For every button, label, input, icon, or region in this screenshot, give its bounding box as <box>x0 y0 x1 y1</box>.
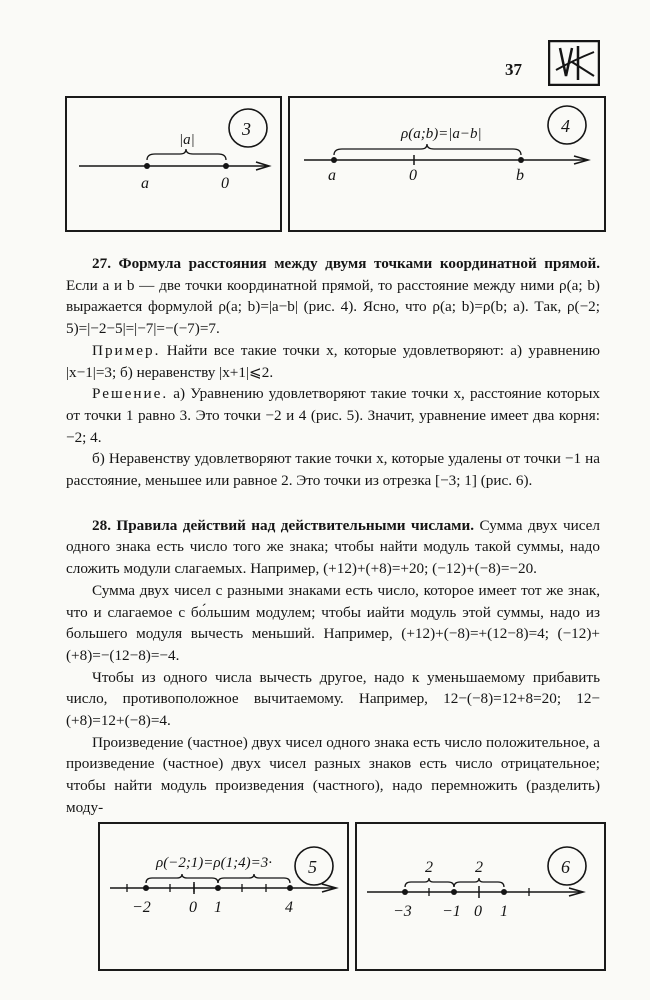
brace-label: ρ(a;b)=|a−b| <box>401 126 482 142</box>
text-body <box>66 253 600 819</box>
point-label-zero: 0 <box>221 175 229 192</box>
point-a <box>144 163 150 169</box>
point-label-four: 4 <box>285 899 293 916</box>
point-label-one: 1 <box>500 903 508 920</box>
section-28-paragraph <box>66 515 600 580</box>
part-b-paragraph: б) Неравенству удовлетворяют такие точки x, которые удалены от точки −1 на расстояние, меньшее или равное 2. Это точки из отрезка [−3; 1] (рис. 6). <box>66 450 600 490</box>
point-label-zero: 0 <box>409 167 417 184</box>
figure-number: 3 <box>242 119 251 139</box>
section-27-body: Если a и b — две точки координатной прямой, то расстояние между ними ρ(a; b) выражается формулой ρ(a; b)=|a−b| (рис. 4). Ясно, что ρ(a; b)=ρ(b; a). Так, ρ(−2; 5)=|−2−5|=|−7|=−(−7)=7. <box>66 276 600 338</box>
point-zero <box>223 163 229 169</box>
brace <box>334 144 521 155</box>
point-label-minus-one: −1 <box>442 903 461 920</box>
point-four <box>287 885 293 891</box>
point-label-a: a <box>328 167 336 184</box>
figure-4 <box>288 96 606 232</box>
brace-left <box>146 874 218 883</box>
section-28-body: Сумма двух чисел одного знака есть число того же знака; чтобы найти модуль такой суммы, надо сложить модули слагаемых. Например, (+12)+(+8)=+20; (−12)+(−8)=−20. <box>66 516 600 578</box>
point-one <box>501 889 507 895</box>
point-label-a: a <box>141 175 149 192</box>
figure-number: 5 <box>308 857 317 877</box>
figure-3 <box>65 96 282 232</box>
solution-text: а) Уравнению удовлетворяют такие точки x, расстояние которых от точки 1 равно 3. Это точки −2 и 4 (рис. 5). Значит, уравнение имеет два корня: −2; 4. <box>66 385 600 446</box>
brace-left <box>405 878 454 887</box>
point-a <box>331 157 337 163</box>
point-label-b: b <box>516 167 524 184</box>
solution-label: Решение. <box>92 385 169 403</box>
page-number: 37 <box>505 60 522 79</box>
figure-number: 6 <box>561 857 570 877</box>
figure-number: 4 <box>561 116 570 136</box>
point-minus-one <box>451 889 457 895</box>
point-label-zero: 0 <box>474 903 482 920</box>
brace <box>147 149 226 160</box>
brace-label-left: 2 <box>425 859 433 876</box>
point-label-one: 1 <box>214 899 222 916</box>
brace-right <box>218 874 290 883</box>
point-label-minus-three: −3 <box>393 903 412 920</box>
point-minus-two <box>143 885 149 891</box>
section-28-heading: 28. Правила действий над действительными числами. <box>92 516 475 534</box>
brace-label: ρ(−2;1)=ρ(1;4)=3· <box>156 855 272 871</box>
figure-5 <box>98 822 349 971</box>
book-emblem-icon <box>548 40 600 86</box>
point-b <box>518 157 524 163</box>
point-one <box>215 885 221 891</box>
example-paragraph <box>66 340 600 383</box>
section-27-paragraph <box>66 253 600 340</box>
point-minus-three <box>402 889 408 895</box>
solution-paragraph <box>66 383 600 448</box>
brace-label-right: 2 <box>475 859 483 876</box>
rule-subtraction: Чтобы из одного числа вычесть другое, надо к уменьшаемому прибавить число, противоположное вычитаемому. Например, 12−(−8)=12+8=20; 12−(+8)=12+(−8)=4. <box>66 668 600 730</box>
brace-right <box>454 878 504 887</box>
brace-label: |a| <box>179 132 195 148</box>
example-text: Найти все такие точки x, которые удовлетворяют: а) уравнению |x−1|=3; б) неравенству |x+1|⩽2. <box>66 341 600 381</box>
example-label: Пример. <box>92 341 161 359</box>
point-label-zero: 0 <box>189 899 197 916</box>
figure-6 <box>355 822 606 971</box>
section-27-heading: 27. Формула расстояния между двумя точками координатной прямой. <box>92 255 600 272</box>
point-label-minus-two: −2 <box>132 899 151 916</box>
rule-product: Произведение (частное) двух чисел одного знака есть число положительное, а произведение (частное) двух чисел разных знаков есть число отрицательное; чтобы найти модуль произведения (частного), надо перемножить (разделить) моду- <box>66 733 600 816</box>
rule-sum-different-signs: Сумма двух чисел с разными знаками есть число, которое имеет тот же знак, что и слагаемое с бо́льшим модулем; чтобы иайти модуль этой суммы, надо из большего модуля вычесть меньший. Например, (+12)+(−8)=+(12−8)=4; (−12)+(+8)=−(12−8)=−4. <box>66 581 600 664</box>
